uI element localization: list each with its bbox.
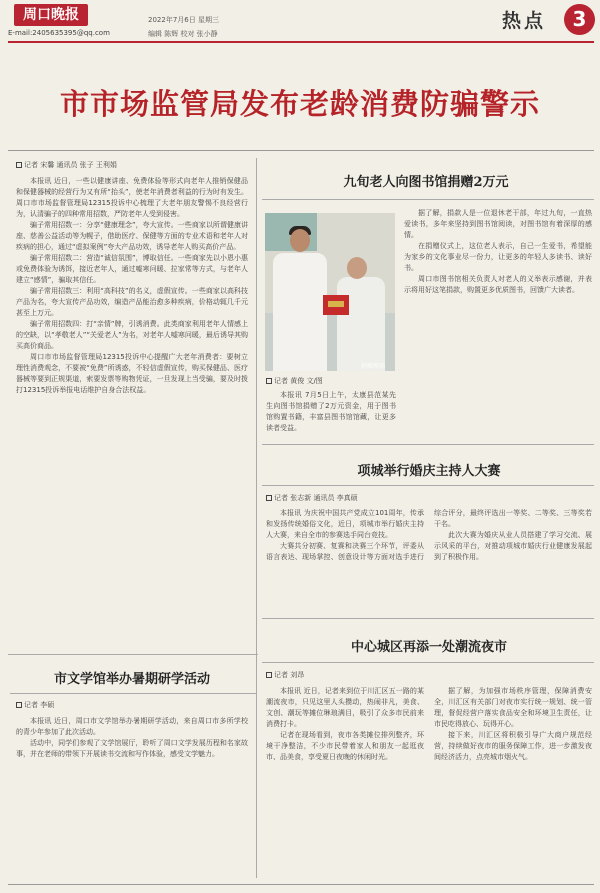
main-article-paragraph: 骗子常用招数二：营造“诚信氛围”，博取信任。一些商家先以小恩小惠或免费体验为诱饵，接近老年人，通过嘘寒问暖、拉家常等方式，与老年人建立“感情”，骗取其信任。 <box>16 254 248 284</box>
main-article-paragraph: 周口市市场监督管理局12315投诉中心提醒广大老年消费者：要树立理性消费观念，不要被“免费”所诱惑，不轻信虚假宣传，购买保健品、医疗器械等要到正规渠道，索要发票等购物凭证，一旦发现上当受骗，要及时拨打12315投诉举报电话维护自身合法权益。 <box>16 353 248 394</box>
library-article-byline: 记者 黄俊 文/图 <box>266 376 323 386</box>
donation-photo <box>265 213 395 371</box>
byline-box-icon <box>16 702 22 708</box>
photo-certificate-emblem <box>328 301 344 307</box>
photo-person-young <box>273 253 327 371</box>
byline-box-icon <box>266 378 272 384</box>
photo-person-elder <box>337 277 385 371</box>
wedding-paragraph: 此次大赛为婚庆从业人员搭建了学习交流、展示风采的平台，对推动项城市婚庆行业健康发展起到了积极作用。 <box>434 531 592 561</box>
library-article-lead <box>266 390 396 436</box>
nightmarket-title-divider <box>262 662 594 663</box>
wedding-article-title: 项城举行婚庆主持人大赛 <box>357 464 501 479</box>
column-divider <box>256 654 257 878</box>
main-article-paragraph: 本报讯 近日，一些以健康讲座、免费体验等形式向老年人推销保健品和保健器械的经营行为又有所“抬头”，使老年消费者利益的行为时有发生。周口市市场监督管理局12315投诉中心梳理了大老年朋友警惕不良经营行为，认清骗子的四种常用招数，严防老年人受到侵害。 <box>16 177 248 218</box>
section-divider <box>8 654 258 655</box>
newspaper-logo: 周口晚报 <box>14 4 88 26</box>
masthead-divider <box>8 41 594 43</box>
nightmarket-paragraph: 记者在现场看到，夜市各类摊位排列整齐，环境干净整洁，不少市民带着家人和朋友一起逛夜市、品美食，享受夏日夜晚的休闲时光。 <box>266 731 424 761</box>
photo-person-elder-head <box>347 257 367 279</box>
wedding-article-body <box>266 508 592 608</box>
library-title-divider <box>262 199 594 200</box>
section-divider <box>262 618 594 619</box>
byline-box-icon <box>16 162 22 168</box>
main-article-paragraph: 骗子常用招数一：分享“健康理念”，夸大宣传。一些商家以所谓健康讲座、慈善公益活动等为幌子，借助医疗、保健等方面的专业术语和老年人对疾病的担心，通过“虚拟案例”夸大产品功效，诱导老年人购买高价产品。 <box>16 221 248 251</box>
main-article-byline: 记者 宋馨 通讯员 张子 王利娟 <box>16 160 117 170</box>
byline-box-icon <box>266 495 272 501</box>
photo-person-young-head <box>290 229 310 252</box>
main-article-paragraph: 骗子常用招数四：打“亲情”牌，引诱消费。此类商家利用老年人情感上的空缺，以“孝敬老人”“关爱老人”为名，对老年人嘘寒问暖，最后诱导其购买高价商品。 <box>16 320 248 350</box>
culture-title-divider <box>10 693 256 694</box>
library-paragraph: 据了解，捐款人是一位退休老干部，年过九旬，一直热爱读书，多年来坚持到图书馆阅读，对图书馆有着深厚的感情。 <box>404 209 592 239</box>
headline-divider <box>8 150 594 151</box>
editor-credits: 编辑 陈辉 校对 张小静 <box>148 30 218 38</box>
wedding-title-divider <box>262 485 594 486</box>
culture-paragraph: 本报讯 近日，周口市文学馆举办暑期研学活动，来自周口市多所学校的青少年参加了此次活动。 <box>16 717 248 736</box>
column-divider <box>256 158 257 654</box>
byline-box-icon <box>266 672 272 678</box>
library-article-title: 九旬老人向图书馆捐赠2万元 <box>343 175 509 190</box>
newspaper-email: E-mail:2405635395@qq.com <box>8 29 110 37</box>
footer-divider <box>8 884 594 885</box>
nightmarket-article-body <box>266 686 592 876</box>
main-article-paragraph: 骗子常用招数三：利用“高科技”的名义，虚假宣传。一些商家以高科技产品为名，夸大宣传产品功效，编造产品能治愈多种疾病，价格动辄几千元甚至上万元。 <box>16 287 248 317</box>
page-headline: 市市场监管局发布老龄消费防骗警示 <box>59 87 540 121</box>
issue-date: 2022年7月6日 星期三 <box>148 16 219 24</box>
culture-article-body <box>16 716 248 876</box>
section-title: 热点 <box>502 10 547 32</box>
wedding-paragraph: 大赛共分初赛、复赛和决赛三个环节，评委从语言表达、现场掌控、创意设计等方面对选手进行综合评分，最终评选出一等奖、二等奖、三等奖若干名。 <box>266 509 592 561</box>
library-paragraph: 周口市图书馆相关负责人对老人的义举表示感谢，并表示将用好这笔捐款，购置更多优质图书，回馈广大读者。 <box>404 275 592 294</box>
culture-article-byline: 记者 李硕 <box>16 700 54 710</box>
library-paragraph: 在捐赠仪式上，这位老人表示，自己一生爱书，希望能为家乡的文化事业尽一份力，让更多的年轻人多读书、读好书。 <box>404 242 592 272</box>
library-lead-paragraph: 本报讯 7月5日上午，太康县范某先生向图书馆捐赠了2万元资金，用于图书馆购置书籍，丰富县图书馆馆藏，让更多读者受益。 <box>266 391 396 432</box>
nightmarket-article-byline: 记者 刘昂 <box>266 670 304 680</box>
culture-paragraph: 活动中，同学们参观了文学馆展厅，聆听了周口文学发展历程和名家故事，并在老师的带领下开展读书交流和写作体验，感受文学魅力。 <box>16 739 248 758</box>
nightmarket-paragraph: 据了解，为加强市场秩序管理，保障消费安全，川汇区有关部门对夜市实行统一规划、统一管理，督促经营户落实食品安全和环境卫生责任，让市民吃得放心、玩得开心。 <box>434 687 592 728</box>
page-number-badge: 3 <box>564 4 595 35</box>
wedding-paragraph: 本报讯 为庆祝中国共产党成立101周年，传承和发扬传统婚俗文化，近日，项城市举行婚庆主持人大赛，来自全市的参赛选手同台竞技。 <box>266 509 424 539</box>
section-divider <box>262 444 594 445</box>
culture-article-title: 市文学馆举办暑期研学活动 <box>53 672 210 687</box>
photo-caption-tag: 捐赠现场 <box>361 363 386 370</box>
nightmarket-paragraph: 本报讯 近日，记者来到位于川汇区五一路的某潮流夜市，只见这里人头攒动，热闹非凡，美食、文创、潮玩等摊位琳琅满目，吸引了众多市民前来消费打卡。 <box>266 687 424 728</box>
nightmarket-article-title: 中心城区再添一处潮流夜市 <box>350 640 507 655</box>
wedding-article-byline: 记者 张志新 通讯员 李真硕 <box>266 493 358 503</box>
nightmarket-paragraph: 接下来，川汇区将积极引导广大商户规范经营，持续做好夜市的服务保障工作，进一步激发夜间经济活力，点亮城市烟火气。 <box>434 731 592 761</box>
library-article-body <box>404 208 592 434</box>
main-article-body <box>16 176 248 648</box>
